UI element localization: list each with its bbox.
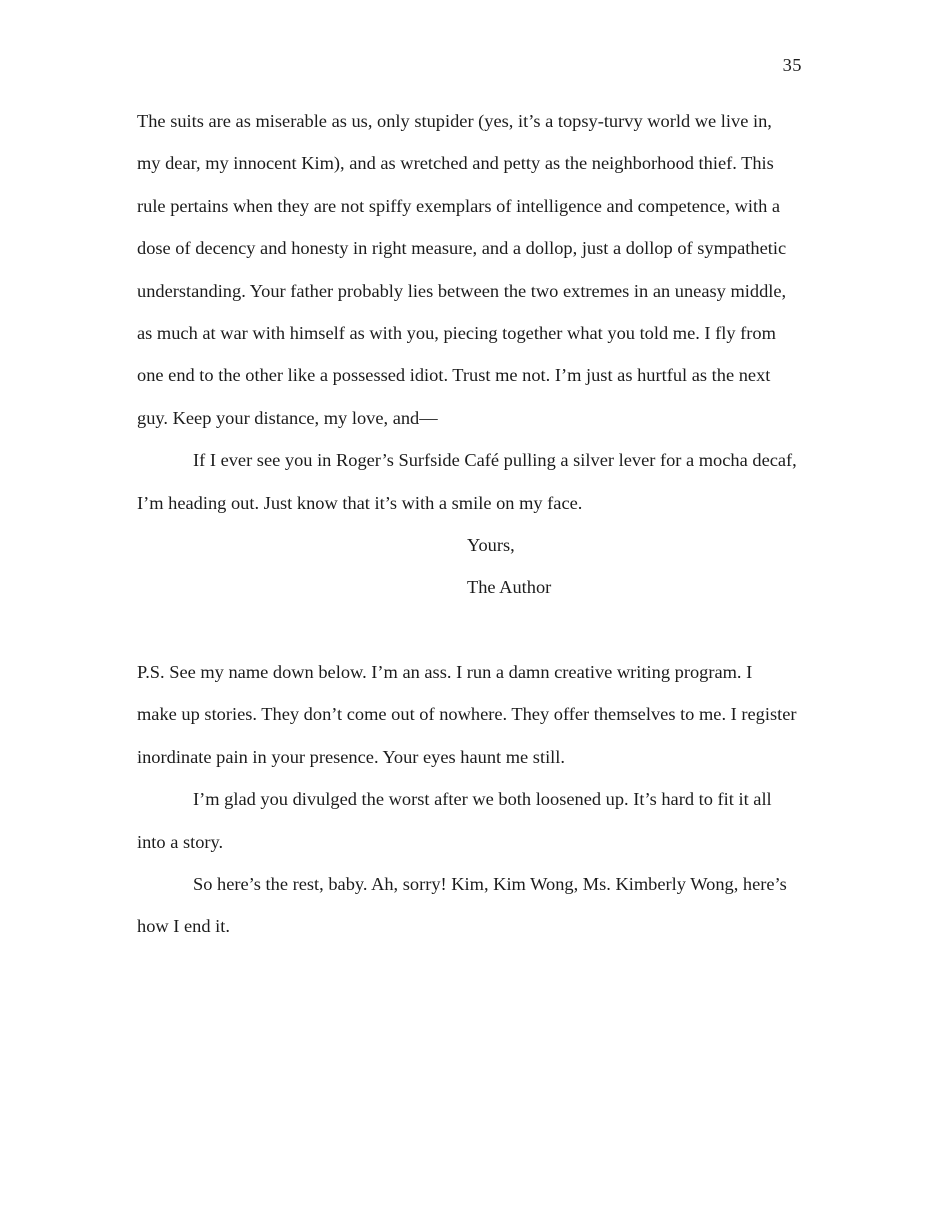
manuscript-line: P.S. See my name down below. I’m an ass. I run a damn creative writing program. I bbox=[137, 662, 753, 683]
manuscript-line: my dear, my innocent Kim), and as wretched and petty as the neighborhood thief. This bbox=[137, 153, 774, 174]
manuscript-line: The suits are as miserable as us, only stupider (yes, it’s a topsy-turvy world we live in, bbox=[137, 111, 772, 131]
manuscript-line: into a story. bbox=[137, 831, 224, 852]
manuscript-line: rule pertains when they are not spiffy exemplars of intelligence and competence, with a bbox=[137, 195, 781, 216]
closing-salutation: Yours, bbox=[467, 534, 515, 555]
manuscript-line: If I ever see you in Roger’s Surfside Café pulling a silver lever for a mocha decaf, bbox=[193, 450, 797, 471]
letter-body bbox=[137, 100, 827, 948]
manuscript-line: make up stories. They don’t come out of nowhere. They offer themselves to me. I register bbox=[137, 704, 797, 725]
manuscript-line: So here’s the rest, baby. Ah, sorry! Kim, Kim Wong, Ms. Kimberly Wong, here’s bbox=[193, 874, 787, 895]
manuscript-line: dose of decency and honesty in right measure, and a dollop, just a dollop of sympathetic bbox=[137, 238, 787, 259]
manuscript-line: I’m heading out. Just know that it’s with a smile on my face. bbox=[137, 492, 583, 513]
manuscript-line: as much at war with himself as with you, piecing together what you told me. I fly from bbox=[137, 322, 776, 343]
manuscript-line: how I end it. bbox=[137, 916, 230, 937]
manuscript-line: guy. Keep your distance, my love, and— bbox=[137, 407, 438, 428]
manuscript-line: understanding. Your father probably lies between the two extremes in an uneasy middle, bbox=[137, 280, 787, 301]
blank-line bbox=[137, 609, 827, 651]
page-number: 35 bbox=[782, 55, 802, 75]
manuscript-line: one end to the other like a possessed idiot. Trust me not. I’m just as hurtful as the next bbox=[137, 365, 771, 386]
manuscript-line: inordinate pain in your presence. Your eyes haunt me still. bbox=[137, 746, 566, 767]
closing-signature: The Author bbox=[467, 577, 552, 598]
manuscript-line: I’m glad you divulged the worst after we both loosened up. It’s hard to fit it all bbox=[193, 789, 772, 810]
